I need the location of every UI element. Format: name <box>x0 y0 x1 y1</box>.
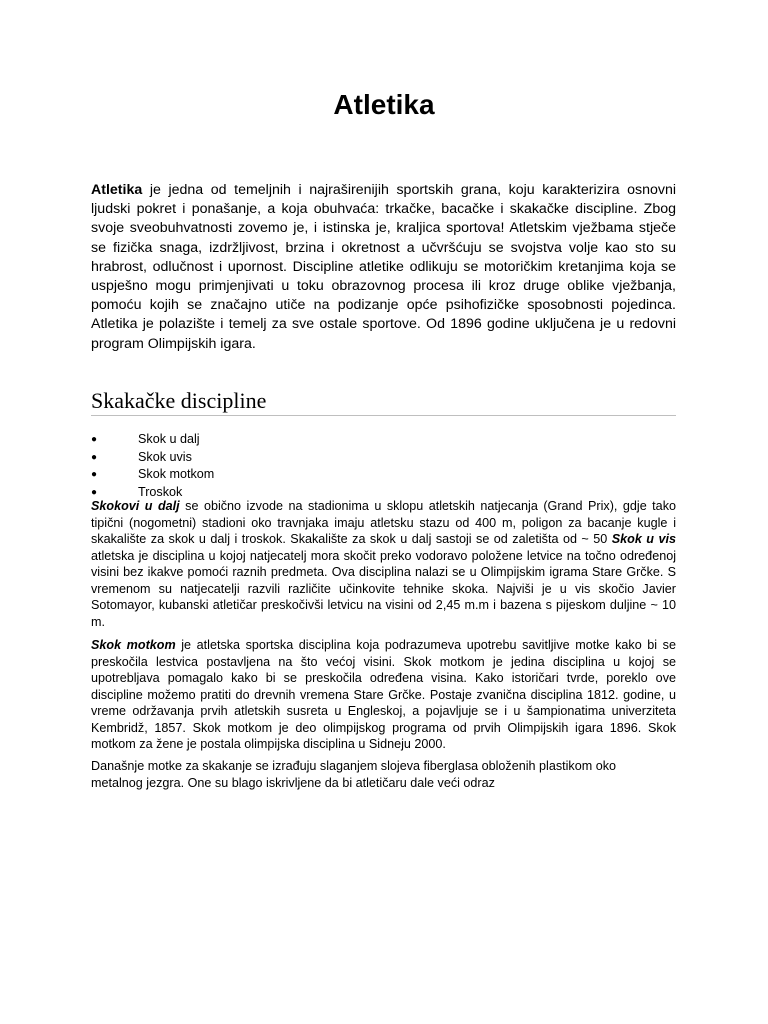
intro-text: je jedna od temeljnih i najraširenijih sportskih grana, koju karakterizira osnovni ljudski pokret i ponašanje, a koja obuhvaća: trkačke, bacačke i skakačke discipline. Zbog svoje sveobuhvatnosti zovemo je, i istinska je, kraljica sportova! Atletskim vježbama stječe se fizička snaga, izdržljivost, brzina i okretnost a učvršćuju se svojstva volje kao sto su hrabrost, odlučnost i upornost. Discipline atletike odlikuju se motoričkim kretanjima koja se uspješno mogu primjenjivati u toku obrazovnog procesa ili kroz druge oblike vježbanja, pomoću kojih se značajno utiče na podizanje opće psihofizičke sposobnosti pojedinca. Atletika je polazište i temelj za sve ostale sportove. Od 1896 godine uključena je u redovni program Olimpijskih igara. <box>91 182 676 352</box>
paragraph-modern-poles <box>91 758 651 791</box>
paragraph-pole-vault <box>91 637 676 753</box>
paragraph-lead-term: Skok motkom <box>91 638 176 652</box>
bullet-icon: ● <box>91 469 98 480</box>
paragraph-text: atletska je disciplina u kojoj natjecatelj mora skočit preko vodoravo položene letvice na točno određenoj visini bez ikakve pomoći raznih predmeta. Ova disciplina nalazi se u Olimpijskim igrama Stare Grčke. S vremenom su natjecatelji razvili različite učinkovite tehnike skoka. Najviši je u vis skočio Javier Sotomayor, kubanski atletičar preskočivši letvicu na visini od 2,45 m.m i bazena s pijeskom duljine ~ 10 m. <box>91 548 676 629</box>
list-item <box>91 466 676 484</box>
bullet-icon: ● <box>91 434 98 445</box>
intro-lead-term: Atletika <box>91 182 143 198</box>
bullet-icon: ● <box>91 451 98 463</box>
intro-paragraph <box>91 181 676 354</box>
paragraph-text: se obično izvode na stadionima u sklopu atletskih natjecanja (Grand Prix), gdje tako tipični (nogometni) stadioni oko travnjaka imaju atletsku stazu od 400 m, poligon za bacanje kugle i skakalište za skok u dalj i troskok. Skakalište za skok u dalj sastoji se od zaletišta od ~ 50 <box>91 499 676 546</box>
paragraph-lead-term: Skokovi u dalj <box>91 499 180 513</box>
list-item <box>91 449 676 467</box>
paragraph-lead-term: Skok u vis <box>611 532 676 546</box>
paragraph-text: Današnje motke za skakanje se izrađuju slaganjem slojeva fiberglasa obloženih plastikom oko metalnog jezgra. One su blago iskrivljene da bi atletičaru dale veći odraz <box>91 759 617 790</box>
list-item <box>91 431 676 449</box>
discipline-list <box>91 431 676 501</box>
list-item-label: Skok u dalj <box>138 432 200 446</box>
paragraph-text: je atletska sportska disciplina koja podrazumeva upotrebu savitljive motke kako bi se preskočila lestvica postavljena na što većoj visini. Skok motkom je jedina disciplina u kojoj se upotrebljava pomagalo kako bi se preskočila određena visina. Kako istoričari tvrde, poreklo ove discipline možemo pratiti do drevnih vremena Stare Grčke. Postaje zvanična disciplina 1812. godine, u vreme održavanja prvih atletskih susreta u Engleskoj, a pojavljuje se i u šampionatima univerziteta Kembridž, 1857. Skok motkom je deo olimpijskog programa od prvih Olimpijskih igara 1896. Skok motkom za žene je postala olimpijska disciplina u Sidneju 2000. <box>91 638 676 751</box>
bullet-icon: ● <box>91 486 98 498</box>
list-item-label: Skok motkom <box>138 467 215 481</box>
list-item-label: Skok uvis <box>138 449 192 464</box>
paragraph-long-jump-high-jump <box>91 498 676 630</box>
section-heading: Skakačke discipline <box>91 388 676 416</box>
page-title: Atletika <box>333 89 435 120</box>
list-item-label: Troskok <box>138 484 183 499</box>
